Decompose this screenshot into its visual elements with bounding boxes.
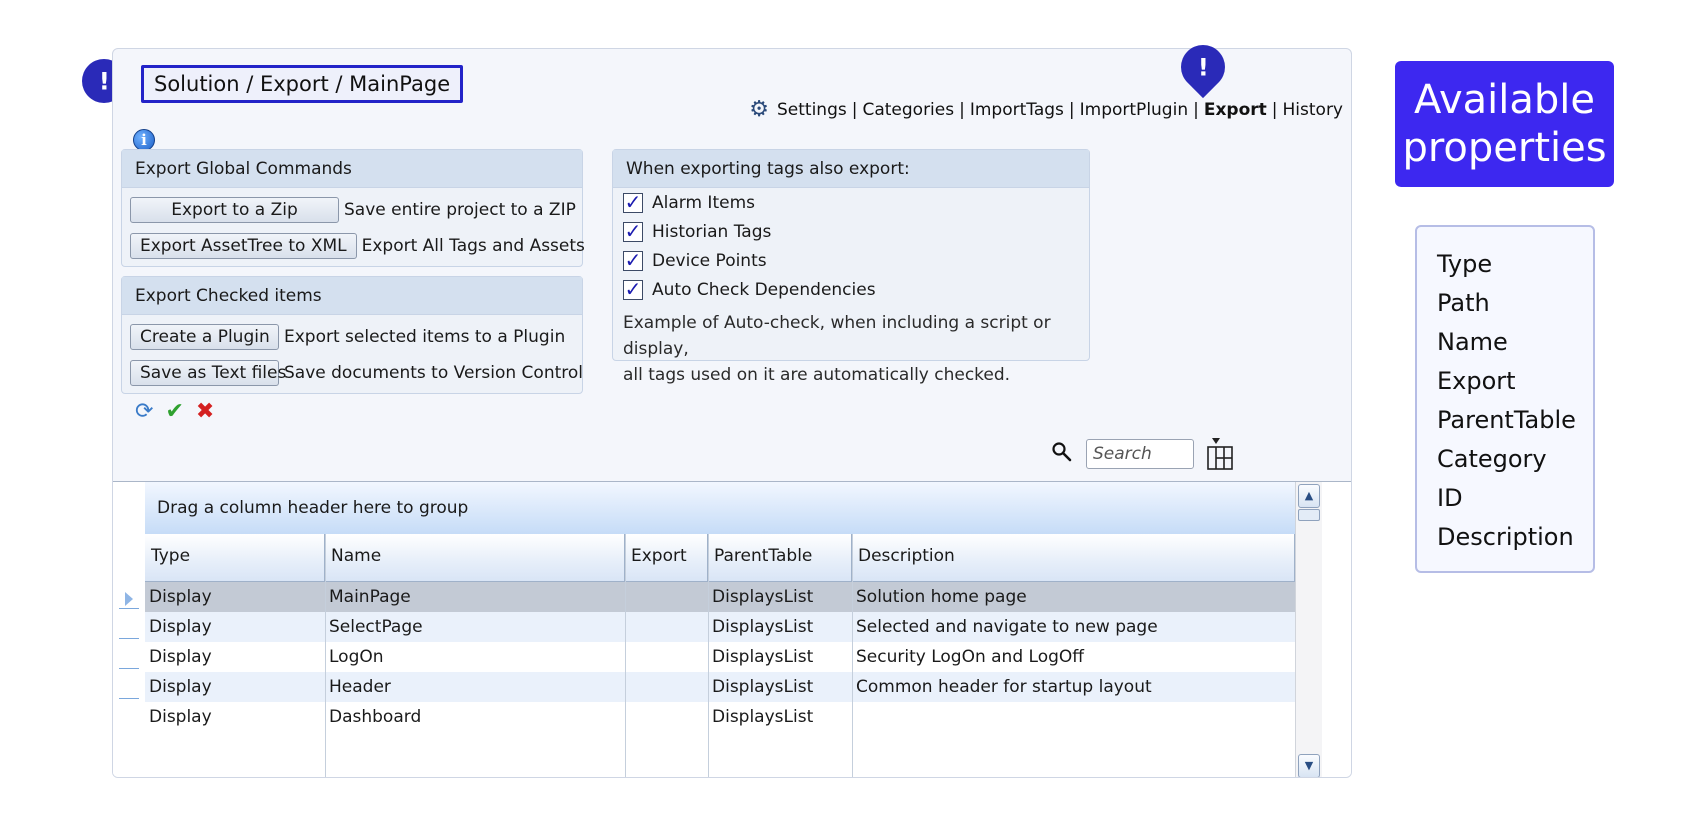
current-row-arrow-icon [125,592,133,606]
save-text-files-desc: Save documents to Version Control [284,363,584,383]
checkbox[interactable]: ✓ [624,218,642,243]
callout-marker-breadcrumb: ! [73,50,135,112]
cell-parenttable: DisplaysList [712,587,814,607]
export-zip-desc: Save entire project to a ZIP [344,200,576,220]
option-label: Auto Check Dependencies [652,279,876,300]
top-nav [749,99,1343,121]
auto-check-note-line: Example of Auto-check, when including a script or display, [623,313,1051,359]
cell-type: Display [149,647,212,667]
tags-export-panel [612,149,1090,385]
column-header-description[interactable]: Description [852,534,1295,582]
cell-description [852,702,1295,732]
column-header-parenttable[interactable]: ParentTable [708,534,852,582]
nav-separator: | [851,100,858,120]
cell-export [625,582,708,612]
property-item: ParentTable [1437,406,1576,434]
refresh-icon[interactable]: ⟳ [135,399,154,424]
option-device-points[interactable] [613,246,1089,275]
property-item: Description [1437,523,1574,551]
global-command-row [122,228,585,264]
column-divider [625,534,626,778]
property-item: Type [1437,250,1493,278]
property-item: Path [1437,289,1490,317]
checkbox[interactable]: ✓ [624,189,642,214]
cell-type: Display [149,707,212,727]
auto-check-note-line: all tags used on it are automatically checked. [623,365,1011,385]
property-item: ID [1437,484,1463,512]
cell-description: Security LogOn and LogOff [856,647,1084,667]
column-header-export[interactable]: Export [625,534,708,582]
row-gutter [113,482,145,778]
global-commands-panel [121,149,583,267]
cell-export [625,672,708,702]
nav-separator: | [1068,100,1075,120]
cell-name: Dashboard [329,707,422,727]
table-row[interactable] [145,702,1295,732]
column-divider [852,534,853,778]
cell-name: Header [329,677,391,697]
table-row[interactable] [145,612,1295,642]
checked-items-title: Export Checked items [122,277,582,315]
tags-export-title: When exporting tags also export: [613,150,1089,188]
row-marker [119,668,139,669]
cross-icon[interactable]: ✖ [195,399,215,424]
items-grid [113,481,1352,778]
cell-description: Solution home page [856,587,1027,607]
check-icon[interactable]: ✔ [165,399,184,424]
cell-name: SelectPage [329,617,423,637]
column-header-name[interactable]: Name [325,534,625,582]
global-commands-title: Export Global Commands [122,150,582,188]
nav-separator: | [1193,100,1199,120]
table-row[interactable] [145,672,1295,702]
available-title-line: properties [1402,125,1607,171]
row-marker [119,638,139,639]
checkbox[interactable]: ✓ [624,276,642,301]
row-marker [119,608,139,609]
cell-parenttable: DisplaysList [712,647,814,667]
cell-description: Selected and navigate to new page [856,617,1158,637]
cell-type: Display [149,617,212,637]
nav-export[interactable]: Export [1203,100,1267,120]
option-historian-tags[interactable] [613,217,1089,246]
scroll-thumb[interactable] [1298,509,1320,521]
nav-importplugin[interactable]: ImportPlugin [1079,100,1189,120]
cell-type: Display [149,677,212,697]
table-row[interactable] [145,582,1295,612]
row-marker [119,698,139,699]
search-input[interactable] [1086,439,1194,469]
cell-type: Display [149,587,212,607]
cell-parenttable: DisplaysList [712,677,814,697]
checked-items-panel [121,276,583,394]
cell-export [625,612,708,642]
group-by-bar[interactable]: Drag a column header here to group [145,482,1295,534]
callout-marker-nav: ! [1172,36,1234,98]
cell-parenttable: DisplaysList [712,617,814,637]
nav-categories[interactable]: Categories [862,100,955,120]
export-assettree-button[interactable]: Export AssetTree to XML [130,233,357,259]
cell-name: MainPage [329,587,411,607]
option-label: Alarm Items [652,192,755,213]
vertical-scrollbar[interactable] [1295,482,1322,778]
checked-command-row [122,319,582,355]
property-item: Export [1437,367,1516,395]
available-properties-list [1415,225,1595,573]
option-label: Device Points [652,250,767,271]
global-command-row [122,192,582,228]
auto-check-note [613,304,1089,388]
checkbox[interactable]: ✓ [624,247,642,272]
checked-command-row [122,355,582,391]
column-divider [708,534,709,778]
nav-settings[interactable]: Settings [777,100,847,120]
export-assettree-desc: Export All Tags and Assets [361,236,585,256]
nav-separator: | [1271,100,1278,120]
option-auto-check-dependencies[interactable] [613,275,1089,304]
nav-importtags[interactable]: ImportTags [969,100,1064,120]
export-window [112,48,1352,778]
export-zip-button[interactable]: Export to a Zip [130,197,339,223]
breadcrumb: Solution / Export / MainPage [141,65,463,103]
create-plugin-button[interactable]: Create a Plugin [130,324,279,350]
column-divider [325,534,326,778]
scroll-down-button[interactable]: ▼ [1298,754,1320,778]
available-properties-title [1395,61,1614,187]
cell-parenttable: DisplaysList [712,707,814,727]
option-label: Historian Tags [652,221,772,242]
save-text-files-button[interactable]: Save as Text files [130,360,279,386]
cell-export [625,642,708,672]
cell-name: LogOn [329,647,384,667]
property-item: Category [1437,445,1547,473]
table-row[interactable] [145,642,1295,672]
create-plugin-desc: Export selected items to a Plugin [284,327,566,347]
info-icon[interactable]: i [133,129,155,151]
nav-history[interactable]: History [1282,100,1343,120]
cell-export [625,702,708,732]
cell-description: Common header for startup layout [856,677,1152,697]
option-alarm-items[interactable] [613,188,1089,217]
action-toolbar [135,399,214,424]
scroll-up-button[interactable]: ▲ [1298,484,1320,508]
available-title-line: Available [1413,77,1596,123]
gear-icon[interactable]: ⚙ [749,97,769,122]
column-header-type[interactable]: Type [145,534,325,582]
nav-separator: | [959,100,965,120]
search-icon [1051,441,1073,469]
column-chooser-icon[interactable] [1205,437,1235,471]
property-item: Name [1437,328,1508,356]
